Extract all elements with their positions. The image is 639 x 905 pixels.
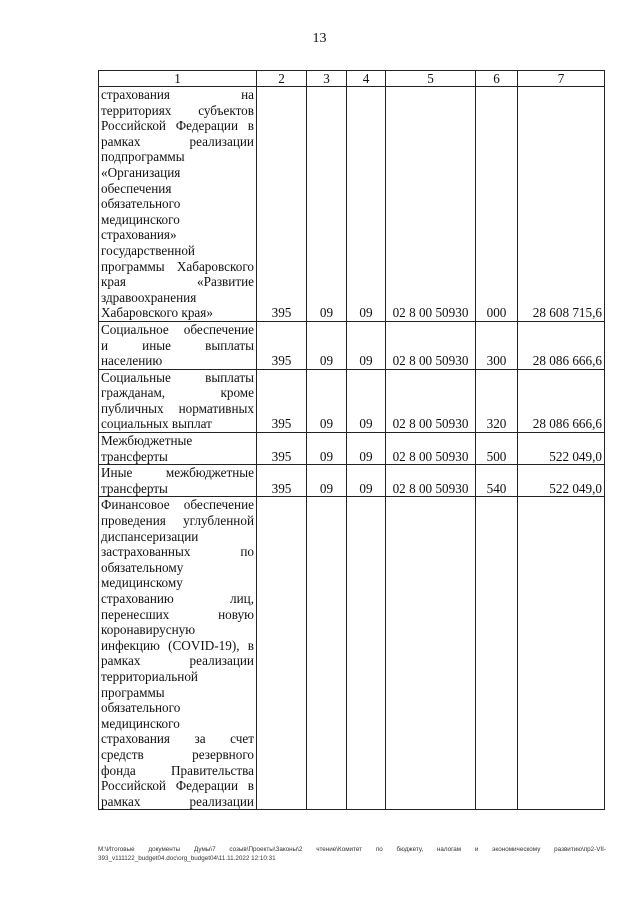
cell-chapter: 395 [257,369,307,432]
cell-chapter [257,497,307,810]
row-name-line: населению [101,353,163,369]
column-header: 3 [307,71,347,87]
cell-expense-type [476,497,518,810]
row-name-cell [99,497,257,810]
cell-amount: 522 049,0 [518,433,605,465]
cell-expense-type: 540 [476,465,518,497]
row-name-line: программы Хабаровского [101,258,254,274]
row-name-line: рамках реализации [101,793,254,809]
row-name-line: государственной [101,242,195,258]
cell-amount: 28 608 715,6 [518,87,605,322]
file-path-footer [98,846,606,863]
row-name-line: территориях субъектов [101,102,254,118]
row-name-line: медицинского [101,211,180,227]
row-name-line: и иные выплаты [101,337,254,353]
cell-target-article: 02 8 00 50930 [386,369,476,432]
row-name-line: трансферты [101,448,168,464]
cell-expense-type: 500 [476,433,518,465]
row-name-line: здравоохранения [101,289,197,305]
row-name-line: «Организация [101,164,181,180]
cell-chapter: 395 [257,433,307,465]
row-name-line: Межбюджетные [101,433,193,449]
table-header-row [99,71,605,87]
row-name-line: обязательного [101,196,181,212]
row-name-line: Финансовое обеспечение [101,497,254,513]
row-name-line: Социальные выплаты [101,369,254,385]
cell-target-article: 02 8 00 50930 [386,321,476,369]
row-name-line: публичных нормативных [101,400,254,416]
cell-chapter: 395 [257,87,307,322]
row-name-line: обеспечения [101,180,172,196]
row-name-line: страхования за счет [101,731,254,747]
row-name-cell [99,433,257,465]
row-name-cell [99,369,257,432]
row-name-line: гражданам, кроме [101,385,254,401]
row-name-line: страхования» [101,227,177,243]
cell-subsection [347,497,386,810]
cell-target-article: 02 8 00 50930 [386,433,476,465]
cell-amount: 522 049,0 [518,465,605,497]
footer-line-2: 393_v111122_budget04.doc\org_budget04\11.11.2022 12:10:31 [98,854,276,862]
cell-target-article: 02 8 00 50930 [386,465,476,497]
row-name-line: программы [101,684,165,700]
row-name-cell [99,321,257,369]
row-name-line: застрахованных по [101,544,254,560]
row-name-line: медицинского [101,715,180,731]
row-name-line: рамках реализации [101,133,254,149]
cell-chapter: 395 [257,465,307,497]
cell-expense-type: 300 [476,321,518,369]
cell-amount [518,497,605,810]
row-name-cell [99,87,257,322]
row-name-line: Хабаровского края» [101,305,213,321]
row-name-line: страхования на [101,87,254,102]
row-name-line: средств резервного [101,746,254,762]
row-name-line: Российской Федерации в [101,778,254,794]
cell-chapter: 395 [257,321,307,369]
row-name-line: диспансеризации [101,528,199,544]
row-name-line: фонда Правительства [101,762,254,778]
column-header: 4 [347,71,386,87]
cell-amount: 28 086 666,6 [518,321,605,369]
cell-subsection: 09 [347,369,386,432]
cell-expense-type: 320 [476,369,518,432]
column-header: 1 [99,71,257,87]
table-row [99,465,605,497]
budget-table [98,70,605,810]
row-name-line: обязательному [101,559,184,575]
cell-subsection: 09 [347,87,386,322]
row-name-cell [99,465,257,497]
cell-target-article: 02 8 00 50930 [386,87,476,322]
cell-section: 09 [307,87,347,322]
page-number: 13 [312,31,327,46]
row-name-line: социальных выплат [101,416,212,432]
cell-section: 09 [307,465,347,497]
row-name-line: Российской Федерации в [101,118,254,134]
column-header: 7 [518,71,605,87]
row-name-line: Иные межбюджетные [101,465,254,481]
table-row [99,369,605,432]
cell-expense-type: 000 [476,87,518,322]
cell-subsection: 09 [347,433,386,465]
column-header: 5 [386,71,476,87]
row-name-line: Социальное обеспечение [101,321,254,337]
row-name-line: перенесших новую [101,606,254,622]
row-name-line: края «Развитие [101,274,254,290]
row-name-line: обязательного [101,700,181,716]
column-header: 6 [476,71,518,87]
row-name-line: трансферты [101,480,168,496]
cell-section: 09 [307,321,347,369]
cell-amount: 28 086 666,6 [518,369,605,432]
row-name-line: страхованию лиц, [101,591,254,606]
footer-line-1: M:\Итоговые документы Думы\7 созыв\Проекты\Законы\2 чтение\Комитет по бюджету, налогам и экономическому развитию\пр2-VII- [98,846,606,853]
table-row [99,321,605,369]
cell-target-article [386,497,476,810]
cell-subsection: 09 [347,465,386,497]
row-name-line: подпрограммы [101,149,185,165]
column-header: 2 [257,71,307,87]
row-name-line: коронавирусную [101,622,196,638]
row-name-line: медицинскому [101,575,183,591]
cell-section [307,497,347,810]
table-body [99,87,605,810]
cell-section: 09 [307,369,347,432]
cell-subsection: 09 [347,321,386,369]
row-name-line: инфекцию (COVID-19), в [101,637,254,653]
cell-section: 09 [307,433,347,465]
table-row [99,497,605,810]
table-row [99,87,605,322]
row-name-line: проведения углубленной [101,513,254,529]
table-row [99,433,605,465]
row-name-line: рамках реализации [101,653,254,669]
row-name-line: территориальной [101,668,198,684]
